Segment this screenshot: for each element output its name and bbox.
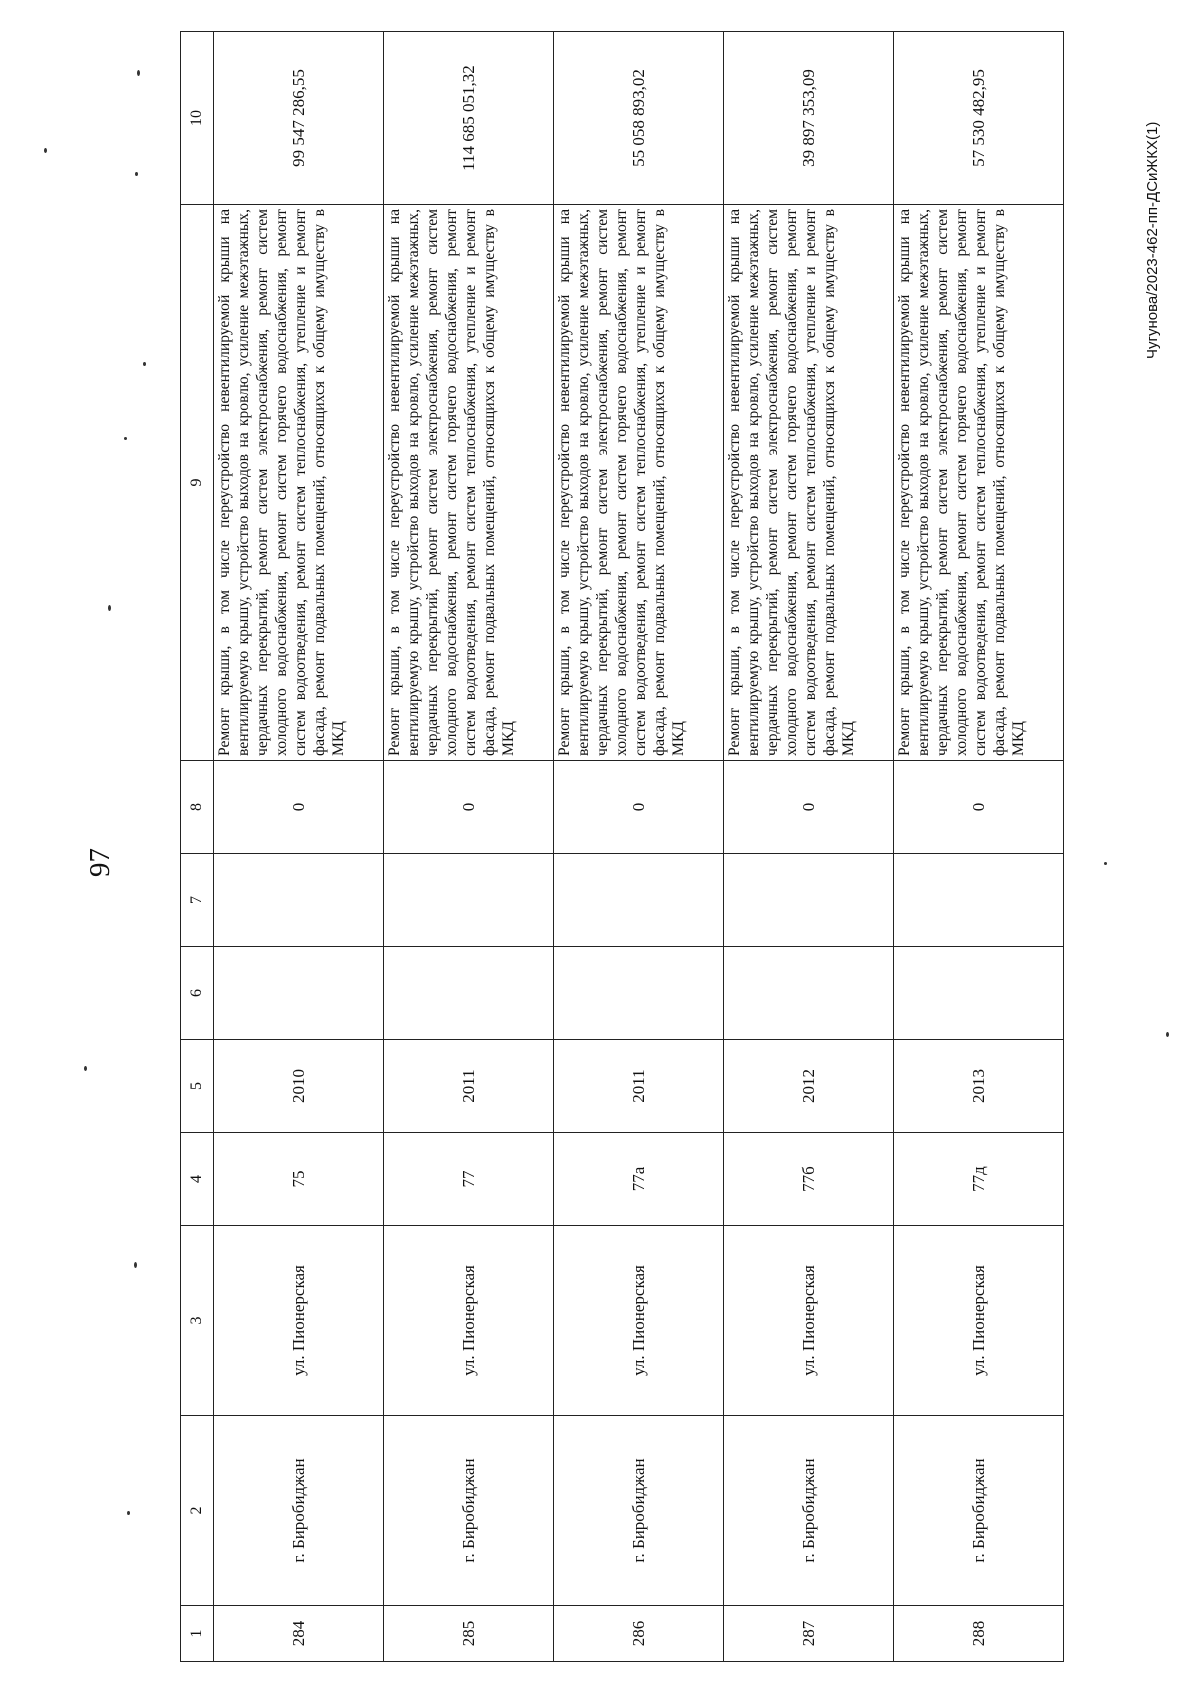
scan-speck	[134, 1262, 137, 1268]
column-number-row	[181, 32, 214, 1662]
house-cell: 77б	[724, 1133, 894, 1226]
street-cell: ул. Пионерская	[724, 1226, 894, 1416]
column-header: 4	[181, 1133, 214, 1226]
works-cell	[554, 205, 724, 761]
document-code: Чугунова/2023-462-пп-ДСиЖКХ(1)	[1144, 121, 1161, 359]
scan-speck	[135, 172, 138, 176]
col6-cell	[894, 947, 1064, 1040]
table-row	[214, 32, 384, 1662]
scan-speck	[124, 437, 127, 440]
column-header: 1	[181, 1606, 214, 1662]
works-text: Ремонт крыши, в том числе переустройство невентилируемой крыши на вентилируемую крышу, устройство выходов на кровлю, усиление межэтажных, чердачных перекрытий, ремонт систем электроснабжения, ремонт систем холодного водоснабжения, ремонт систем горячего водоснабжения, ремонт систем водоотведения, ремонт систем теплоснабжения, утепление и ремонт фасада, ремонт подвальных помещений, относящихся к общему имуществу в МКД	[556, 209, 687, 756]
works-text: Ремонт крыши, в том числе переустройство невентилируемой крыши на вентилируемую крышу, устройство выходов на кровлю, усиление межэтажных, чердачных перекрытий, ремонт систем электроснабжения, ремонт систем холодного водоснабжения, ремонт систем горячего водоснабжения, ремонт систем водоотведения, ремонт систем теплоснабжения, утепление и ремонт фасада, ремонт подвальных помещений, относящихся к общему имуществу в МКД	[896, 209, 1027, 756]
street-cell: ул. Пионерская	[554, 1226, 724, 1416]
scan-speck	[127, 1511, 130, 1515]
city-cell: г. Биробиджан	[384, 1416, 554, 1606]
scan-speck	[143, 362, 146, 366]
col8-cell: 0	[554, 761, 724, 854]
amount-cell: 114 685 051,32	[384, 32, 554, 205]
house-cell: 75	[214, 1133, 384, 1226]
column-header: 5	[181, 1040, 214, 1133]
street-cell: ул. Пионерская	[214, 1226, 384, 1416]
col7-cell	[894, 854, 1064, 947]
col8-cell: 0	[384, 761, 554, 854]
works-cell	[724, 205, 894, 761]
year-cell: 2010	[214, 1040, 384, 1133]
column-header: 9	[181, 205, 214, 761]
column-header: 3	[181, 1226, 214, 1416]
table-row	[384, 32, 554, 1662]
works-text: Ремонт крыши, в том числе переустройство невентилируемой крыши на вентилируемую крышу, устройство выходов на кровлю, усиление межэтажных, чердачных перекрытий, ремонт систем электроснабжения, ремонт систем холодного водоснабжения, ремонт систем горячего водоснабжения, ремонт систем водоотведения, ремонт систем теплоснабжения, утепление и ремонт фасада, ремонт подвальных помещений, относящихся к общему имуществу в МКД	[386, 209, 517, 756]
street-cell: ул. Пионерская	[384, 1226, 554, 1416]
col8-cell: 0	[214, 761, 384, 854]
scan-speck	[108, 605, 111, 611]
page-number: 97	[84, 848, 116, 877]
works-text: Ремонт крыши, в том числе переустройство невентилируемой крыши на вентилируемую крышу, устройство выходов на кровлю, усиление межэтажных, чердачных перекрытий, ремонт систем электроснабжения, ремонт систем холодного водоснабжения, ремонт систем горячего водоснабжения, ремонт систем водоотведения, ремонт систем теплоснабжения, утепление и ремонт фасада, ремонт подвальных помещений, относящихся к общему имуществу в МКД	[216, 209, 347, 756]
col6-cell	[724, 947, 894, 1040]
works-text: Ремонт крыши, в том числе переустройство невентилируемой крыши на вентилируемую крышу, устройство выходов на кровлю, усиление межэтажных, чердачных перекрытий, ремонт систем электроснабжения, ремонт систем холодного водоснабжения, ремонт систем горячего водоснабжения, ремонт систем водоотведения, ремонт систем теплоснабжения, утепление и ремонт фасада, ремонт подвальных помещений, относящихся к общему имуществу в МКД	[726, 209, 857, 756]
row-number: 285	[384, 1606, 554, 1662]
column-header: 6	[181, 947, 214, 1040]
scan-speck	[44, 148, 47, 153]
year-cell: 2013	[894, 1040, 1064, 1133]
col7-cell	[384, 854, 554, 947]
city-cell: г. Биробиджан	[214, 1416, 384, 1606]
street-cell: ул. Пионерская	[894, 1226, 1064, 1416]
col6-cell	[214, 947, 384, 1040]
amount-cell: 99 547 286,55	[214, 32, 384, 205]
year-cell: 2011	[384, 1040, 554, 1133]
scan-speck	[137, 70, 140, 76]
house-cell: 77	[384, 1133, 554, 1226]
city-cell: г. Биробиджан	[554, 1416, 724, 1606]
row-number: 286	[554, 1606, 724, 1662]
row-number: 284	[214, 1606, 384, 1662]
row-number: 288	[894, 1606, 1064, 1662]
col7-cell	[724, 854, 894, 947]
scan-speck	[1166, 1032, 1169, 1037]
column-header: 10	[181, 32, 214, 205]
col6-cell	[554, 947, 724, 1040]
col8-cell: 0	[894, 761, 1064, 854]
year-cell: 2011	[554, 1040, 724, 1133]
city-cell: г. Биробиджан	[894, 1416, 1064, 1606]
column-header: 7	[181, 854, 214, 947]
table-row	[724, 32, 894, 1662]
col7-cell	[214, 854, 384, 947]
col7-cell	[554, 854, 724, 947]
scan-speck	[1104, 862, 1107, 865]
scan-speck	[84, 1066, 87, 1071]
table-row	[894, 32, 1064, 1662]
house-cell: 77а	[554, 1133, 724, 1226]
repair-register-table	[180, 31, 1064, 1662]
year-cell: 2012	[724, 1040, 894, 1133]
column-header: 2	[181, 1416, 214, 1606]
table-row	[554, 32, 724, 1662]
col8-cell: 0	[724, 761, 894, 854]
amount-cell: 55 058 893,02	[554, 32, 724, 205]
house-cell: 77д	[894, 1133, 1064, 1226]
col6-cell	[384, 947, 554, 1040]
column-header: 8	[181, 761, 214, 854]
city-cell: г. Биробиджан	[724, 1416, 894, 1606]
works-cell	[894, 205, 1064, 761]
works-cell	[384, 205, 554, 761]
amount-cell: 39 897 353,09	[724, 32, 894, 205]
works-cell	[214, 205, 384, 761]
amount-cell: 57 530 482,95	[894, 32, 1064, 205]
row-number: 287	[724, 1606, 894, 1662]
